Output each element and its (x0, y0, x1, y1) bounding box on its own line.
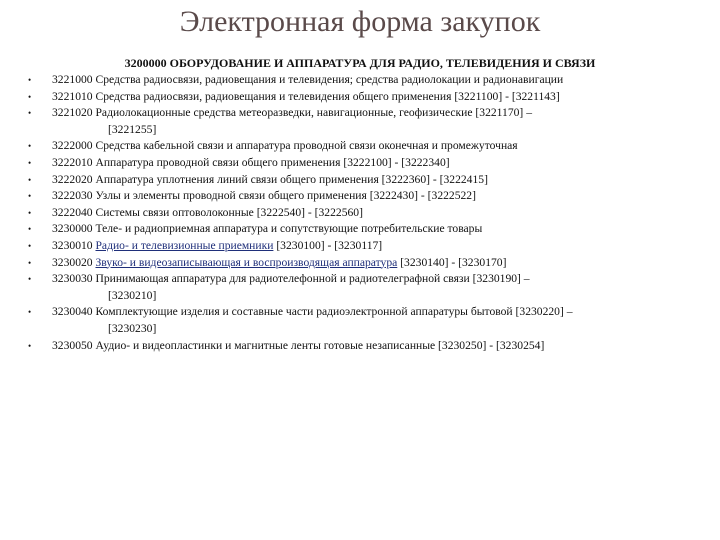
list-item (28, 155, 692, 172)
page-title: Электронная форма закупок (179, 5, 541, 38)
bullet-icon: • (28, 141, 32, 152)
item-text: 3221000 Средства радиосвязи, радиовещания и телевидения; средства радиолокации и радионавигации (52, 73, 564, 86)
item-text: 3221010 Средства радиосвязи, радиовещания и телевидения общего применения [3221100] - [3221143] (52, 89, 560, 103)
bullet-icon: • (28, 307, 32, 318)
list-item (28, 338, 692, 355)
item-text-continuation: [3230210] (108, 288, 157, 302)
item-text-continuation: [3221255] (108, 122, 157, 136)
list-item (28, 304, 692, 337)
list-item (28, 138, 692, 155)
item-text: 3222010 Аппаратура проводной связи общего применения [3222100] - [3222340] (52, 155, 450, 169)
list-item (28, 238, 692, 255)
classification-list (28, 72, 692, 354)
bullet-icon: • (28, 274, 32, 285)
bullet-icon: • (28, 157, 32, 168)
item-text: 3230030 Принимающая аппаратура для радиотелефонной и радиотелеграфной связи [3230190] – (52, 272, 530, 286)
item-range: [3230140] - [3230170] (397, 255, 507, 269)
list-item (28, 221, 692, 238)
list-item (28, 205, 692, 222)
radio-tv-receivers-link[interactable]: Радио- и телевизионные приемники (95, 238, 274, 252)
list-item (28, 255, 692, 272)
item-text: 3222030 Узлы и элементы проводной связи общего применения [3222430] - [3222522] (52, 189, 476, 203)
list-item (28, 72, 692, 89)
bullet-icon: • (28, 207, 32, 218)
item-text: 3222040 Системы связи оптоволоконные [3222540] - [3222560] (52, 205, 363, 219)
bullet-icon: • (28, 75, 32, 85)
bullet-icon: • (28, 191, 32, 202)
bullet-icon: • (28, 340, 32, 351)
item-range: [3230100] - [3230117] (273, 238, 383, 252)
bullet-icon: • (28, 240, 32, 251)
list-item (28, 105, 692, 138)
item-text-continuation: [3230230] (108, 321, 157, 335)
list-item (28, 188, 692, 205)
bullet-icon: • (28, 108, 32, 119)
item-text: 3230050 Аудио- и видеопластинки и магнитные ленты готовые незаписанные [3230250] - [3230254] (52, 338, 545, 352)
section-heading: 3200000 ОБОРУДОВАНИЕ И АППАРАТУРА ДЛЯ РАДИО, ТЕЛЕВИДЕНИЯ И СВЯЗИ (124, 56, 596, 70)
item-text: 3222020 Аппаратура уплотнения линий связи общего применения [3222360] - [3222415] (52, 172, 488, 186)
item-text: 3222000 Средства кабельной связи и аппаратура проводной связи оконечная и промежуточная (52, 139, 518, 153)
list-item (28, 271, 692, 304)
list-item (28, 89, 692, 106)
list-item (28, 172, 692, 189)
bullet-icon: • (28, 224, 32, 235)
audio-video-recording-link[interactable]: Звуко- и видеозаписывающая и воспроизводящая аппаратура (95, 255, 398, 269)
bullet-icon: • (28, 91, 32, 102)
item-text: 3221020 Радиолокационные средства метеоразведки, навигационные, геофизические [3221170] – (52, 106, 532, 120)
bullet-icon: • (28, 174, 32, 185)
item-text: 3230040 Комплектующие изделия и составные части радиоэлектронной аппаратуры бытовой [3230220] – (52, 305, 573, 319)
bullet-icon: • (28, 257, 32, 268)
item-code: 3230020 (52, 255, 96, 269)
item-code: 3230010 (52, 238, 96, 252)
item-text: 3230000 Теле- и радиоприемная аппаратура и сопутствующие потребительские товары (52, 222, 483, 236)
